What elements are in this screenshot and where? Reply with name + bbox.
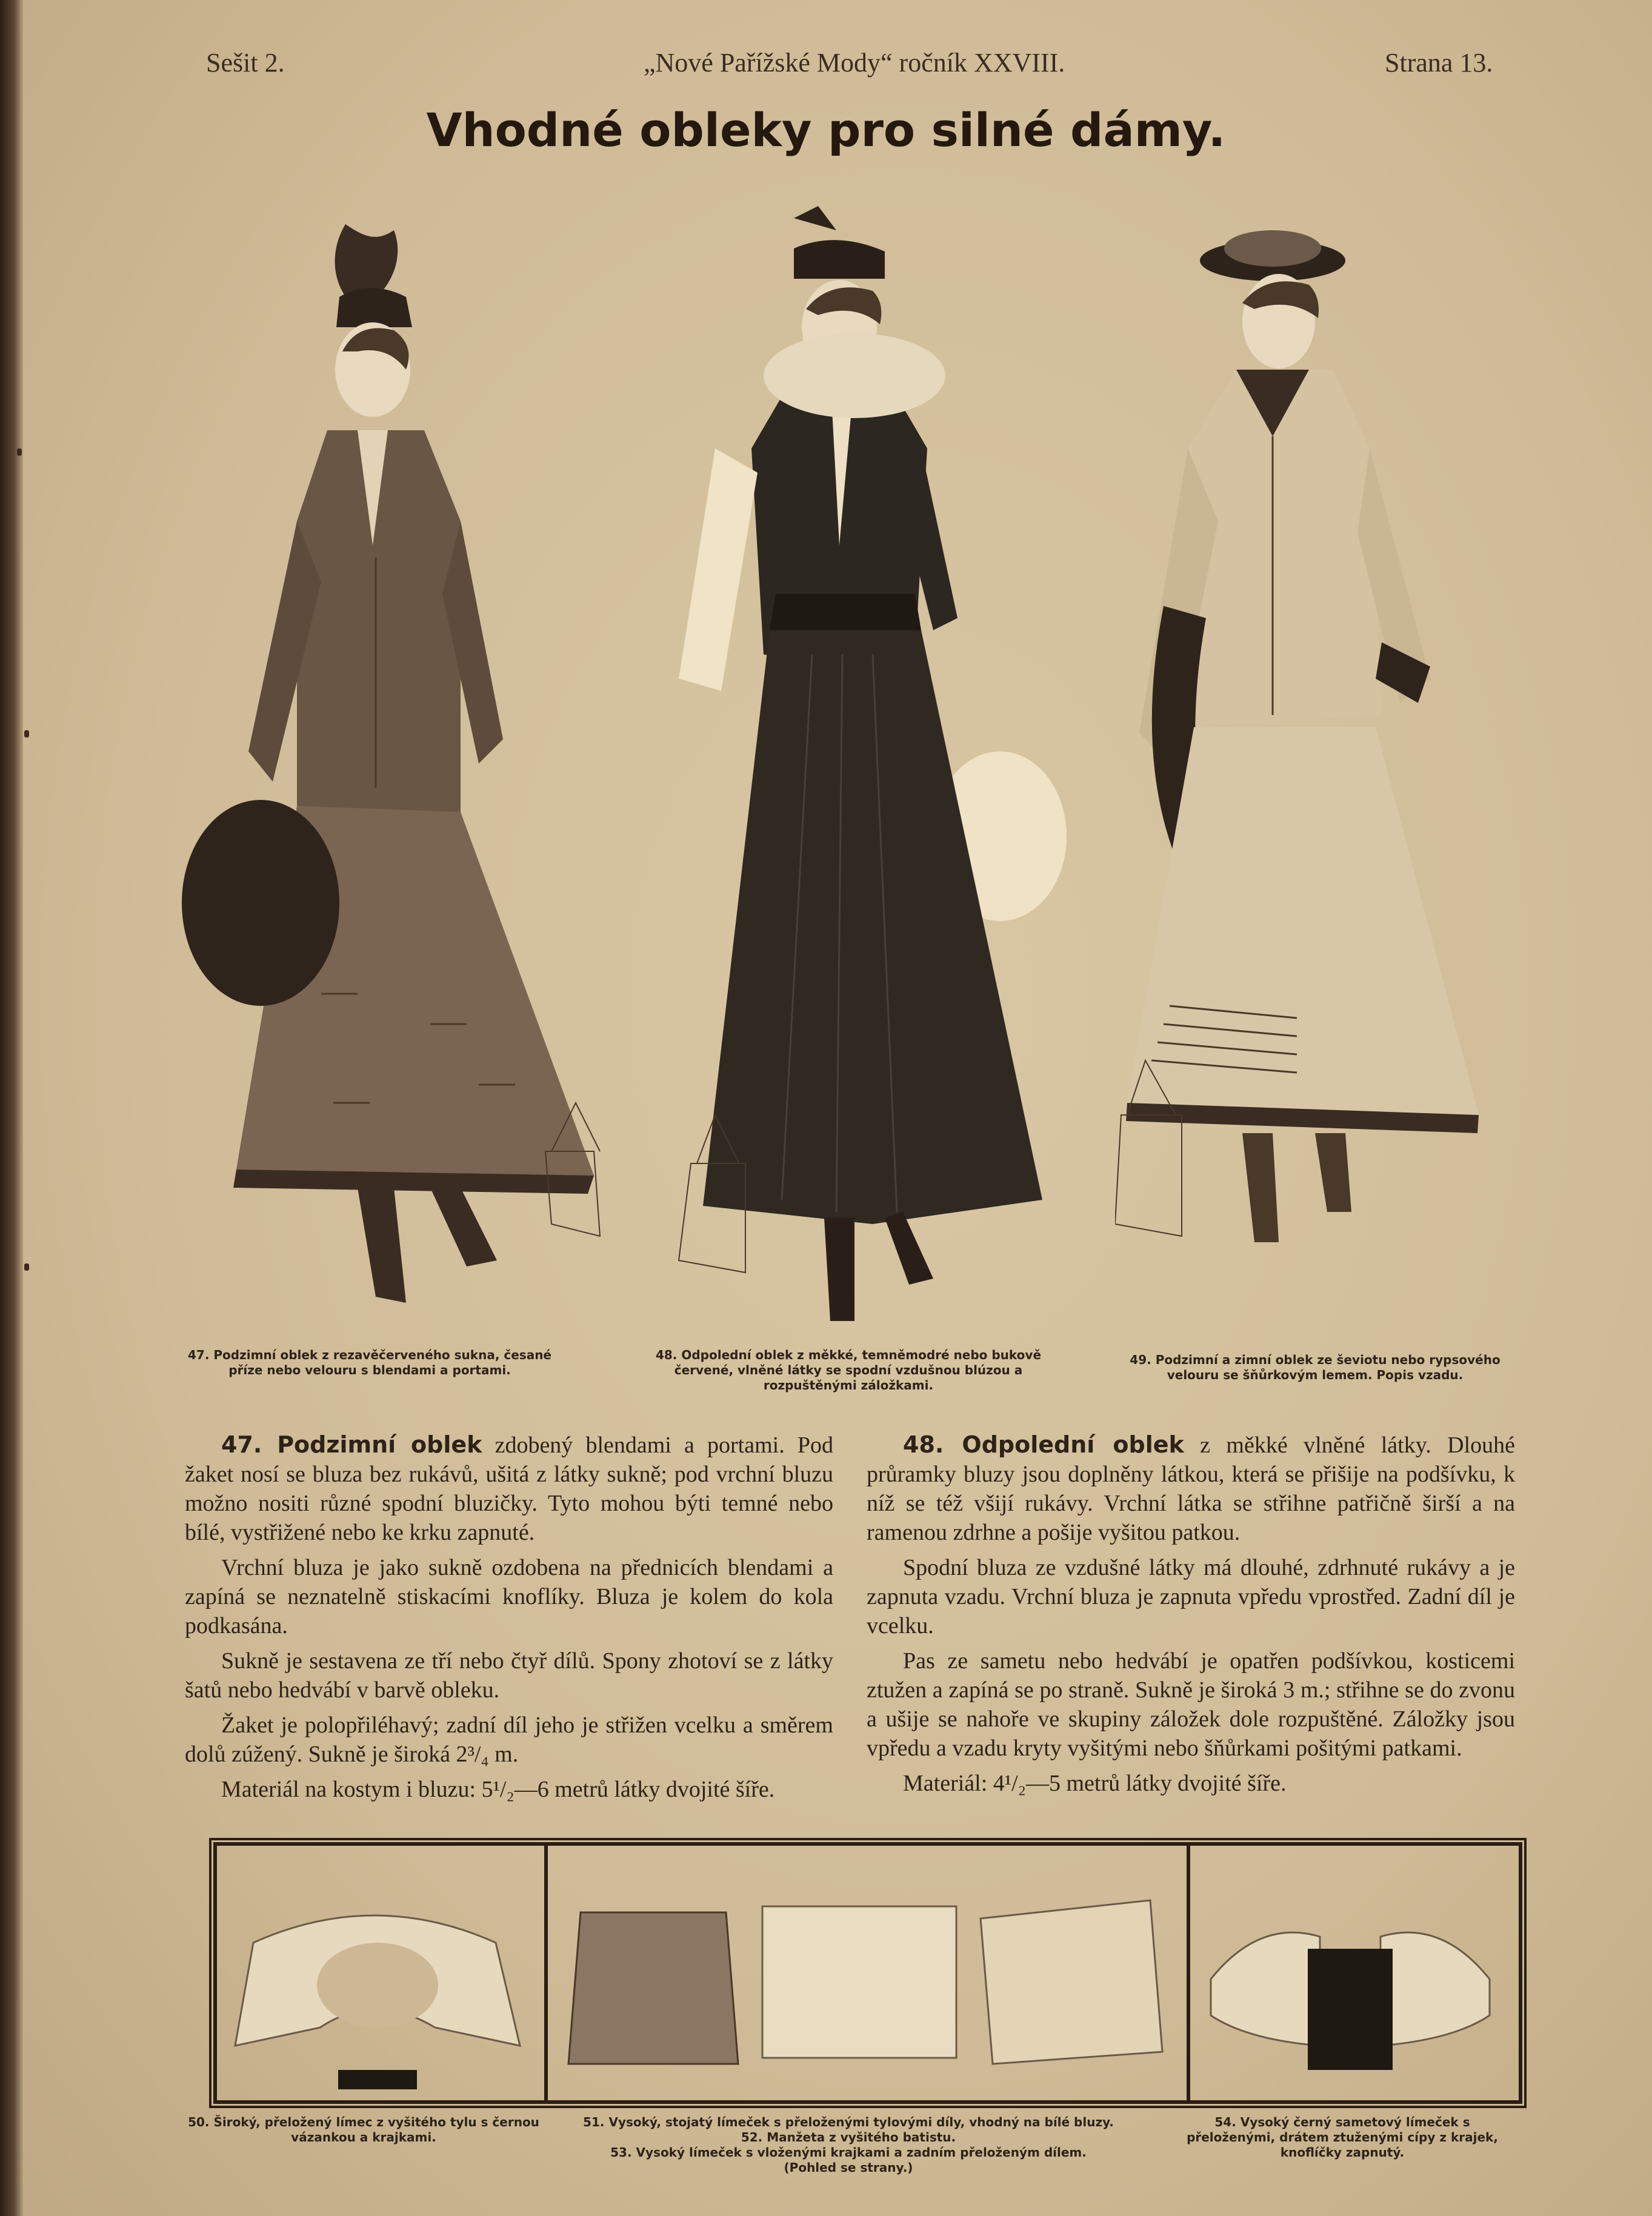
figure-49-caption: 49. Podzimní a zimní oblek ze ševiotu nebo rypsového velouru se šňůrkovým lemem. Popis vzadu. — [1130, 1353, 1500, 1382]
section-47-paragraph: Žaket je polopřiléhavý; zadní díl jeho je střižen vcelku a směrem dolů zúžený. Sukně je široká 2³/₄ m. — [185, 1712, 833, 1767]
accessories-frame — [213, 1842, 1522, 2104]
text-column-left — [185, 1430, 833, 1810]
book-spine — [0, 0, 23, 2216]
panel-collars-51-53 — [544, 1846, 1190, 2100]
collar-54-illustration — [1187, 1846, 1515, 2100]
panel-collar-54 — [1187, 1846, 1519, 2100]
section-47-heading: 47. Podzimní oblek — [221, 1431, 482, 1458]
section-48-paragraph: z měkké vlněné látky. Dlouhé průramky bluzy jsou doplněny látkou, která se přišije na podšívku, k níž se též všijí rukávy. Vrchní látka se střihne patřičně širší a na ramenou zdrhne a pošije vyšitou patkou. — [867, 1432, 1515, 1545]
figure-49-illustration — [1115, 218, 1515, 1285]
section-48-paragraph: Pas ze sametu nebo hedvábí je opatřen podšívkou, kosticemi ztužen a zapíná se po straně. Sukně je široká 3 m.; střihne se do zvonu a ušije se nahoře ve skupiny záložek dole rozpuštěné. Záložky jsou vpředu a vzadu kryty vyšitými nebo šňůrkami pošitými patkami. — [867, 1648, 1515, 1761]
collar-50-caption: 50. Široký, přeložený límec z vyšitého tylu s černou vázankou a krajkami. — [188, 2115, 539, 2144]
collar-51-caption: 51. Vysoký, stojatý límeček s přeloženými tylovými díly, vhodný na bílé bluzy. — [583, 2115, 1114, 2129]
figure-47-caption: 47. Podzimní oblek z rezavěčerveného sukna, česané příze nebo velouru s blendami a portami. — [188, 1348, 551, 1377]
figure-48-illustration — [654, 194, 1091, 1345]
cuff-52-caption: 52. Manžeta z vyšitého batistu. — [741, 2130, 956, 2144]
collars-51-53-illustration — [544, 1846, 1183, 2100]
binding-mark — [17, 448, 22, 456]
section-48-paragraph: Spodní bluza ze vzdušné látky má dlouhé, zdrhnuté rukávy a je zapnuta vzadu. Vrchní bluza je zapnuta vpředu vprostřed. Zadní díl je vcelku. — [867, 1555, 1515, 1639]
section-48-material: Materiál: 4¹/₂—5 metrů látky dvojité šíře. — [903, 1771, 1287, 1796]
page-title: Vhodné obleky pro silné dámy. — [426, 103, 1226, 157]
text-column-right — [867, 1430, 1515, 1804]
binding-mark — [24, 1263, 29, 1271]
figure-47-illustration — [176, 206, 612, 1345]
binding-mark — [24, 730, 29, 737]
section-48-heading: 48. Odpolední oblek — [903, 1431, 1184, 1458]
section-47-paragraph: Sukně je sestavena ze tří nebo čtyř dílů. Spony zhotoví se z látky šatů nebo hedvábí v barvě obleku. — [185, 1648, 833, 1703]
collar-53-caption: 53. Vysoký límeček s vloženými krajkami a zadním přeloženým dílem. — [610, 2145, 1087, 2160]
collar-53-side-view-note: (Pohled se strany.) — [784, 2160, 913, 2175]
collar-54-caption: 54. Vysoký černý sametový límeček s přeloženými, drátem ztuženými cípy z krajek, knoflíčky zapnutý. — [1187, 2115, 1498, 2160]
issue-number: Sešit 2. — [206, 48, 285, 78]
section-47-material: Materiál na kostym i bluzu: 5¹/₂—6 metrů látky dvojité šíře. — [221, 1777, 775, 1802]
magazine-name: „Nové Pařížské Mody“ ročník XXVIII. — [644, 48, 1065, 78]
collar-50-illustration — [217, 1846, 541, 2100]
figure-48-caption: 48. Odpolední oblek z měkké, temněmodré nebo bukově červené, vlněné látky se spodní vzdušnou blúzou a rozpuštěnými záložkami. — [655, 1348, 1042, 1392]
page-number: Strana 13. — [1385, 48, 1493, 78]
section-47-paragraph: Vrchní bluza je jako sukně ozdobena na přednicích blendami a zapíná se neznatelně stiskacími knoflíky. Bluza je kolem do kola podkasána. — [185, 1555, 833, 1639]
section-47-paragraph: zdobený blendami a portami. Pod žaket nosí se bluza bez rukávů, ušitá z látky sukně; pod vrchní bluzu možno nositi různé spodní bluzičky. Tyto mohou býti temné nebo bílé, vystřižené nebo ke krku zapnuté. — [185, 1432, 833, 1545]
panel-collar-50 — [217, 1846, 548, 2100]
